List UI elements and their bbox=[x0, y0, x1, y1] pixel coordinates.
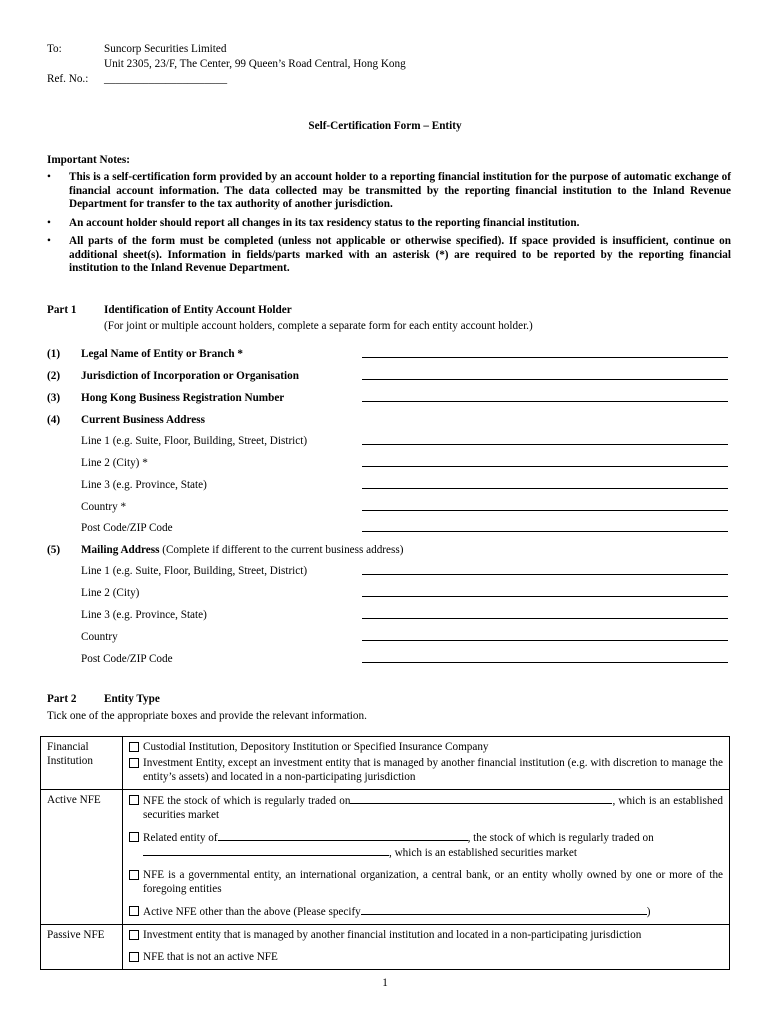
mailing-address-line1-label: Line 1 (e.g. Suite, Floor, Building, Street, District) bbox=[81, 565, 308, 577]
mailing-address-line3-label: Line 3 (e.g. Province, State) bbox=[81, 609, 207, 621]
category-cell: Active NFE bbox=[41, 790, 123, 925]
note-item: An account holder should report all changes in its tax residency status to the reporting financial institution. bbox=[69, 217, 580, 229]
option-text: NFE the stock of which is regularly traded on bbox=[143, 795, 351, 807]
option-text: NFE is a governmental entity, an international organization, a central bank, or an entity wholly owned by one or more of the foregoing entities bbox=[143, 869, 723, 895]
checkbox[interactable] bbox=[129, 930, 139, 940]
checkbox[interactable] bbox=[129, 758, 139, 768]
option-text: Investment entity that is managed by another financial institution and located in a non-participating jurisdiction bbox=[143, 929, 642, 941]
nfe-other-option[interactable] bbox=[129, 904, 723, 919]
notes-heading: Important Notes: bbox=[47, 154, 130, 166]
table-row bbox=[41, 925, 730, 970]
checkbox[interactable] bbox=[129, 795, 139, 805]
options-cell bbox=[123, 737, 730, 790]
option-text: Related entity of bbox=[143, 832, 218, 844]
mailing-address-line2-field[interactable] bbox=[362, 596, 728, 597]
business-country-label: Country * bbox=[81, 501, 127, 513]
mailing-country-field[interactable] bbox=[362, 640, 728, 641]
option-text: Active NFE other than the above (Please specify bbox=[143, 906, 361, 918]
mailing-address-line1-field[interactable] bbox=[362, 574, 728, 575]
note-item: This is a self-certification form provided by an account holder to a reporting financial institution for the purpose of automatic exchange of financial account information. The data collected may be transmitted by the reporting financial institution to the Inland Revenue Department for transfer to the tax authority of another jurisdiction. bbox=[69, 171, 731, 211]
business-address-line2-label: Line 2 (City) * bbox=[81, 457, 148, 469]
mailing-postcode-label: Post Code/ZIP Code bbox=[81, 653, 173, 665]
legal-name-label: Legal Name of Entity or Branch * bbox=[81, 348, 244, 360]
bullet: • bbox=[47, 217, 51, 229]
nfe-traded-option[interactable] bbox=[129, 793, 723, 822]
fi-custodial-option[interactable] bbox=[129, 740, 723, 754]
option-text: , which is an established securities market bbox=[389, 847, 577, 859]
passive-nfe-option[interactable] bbox=[129, 950, 723, 964]
jurisdiction-label: Jurisdiction of Incorporation or Organisation bbox=[81, 370, 299, 382]
related-entity-field[interactable] bbox=[218, 830, 468, 841]
mailing-address-note: (Complete if different to the current business address) bbox=[159, 544, 404, 556]
checkbox[interactable] bbox=[129, 742, 139, 752]
bullet: • bbox=[47, 235, 51, 247]
mailing-address-title: Mailing Address bbox=[81, 544, 160, 556]
option-text: , the stock of which is regularly traded on bbox=[467, 832, 654, 844]
fi-investment-option[interactable] bbox=[129, 756, 723, 784]
field-number: (2) bbox=[47, 370, 61, 382]
business-address-label: Current Business Address bbox=[81, 414, 205, 426]
recipient-address: Unit 2305, 23/F, The Center, 99 Queen’s Road Central, Hong Kong bbox=[104, 58, 406, 70]
securities-market-field[interactable] bbox=[350, 793, 612, 804]
bullet: • bbox=[47, 171, 51, 183]
part1-subheading: (For joint or multiple account holders, complete a separate form for each entity account holder.) bbox=[104, 320, 533, 332]
business-address-line2-field[interactable] bbox=[362, 466, 728, 467]
option-text: Investment Entity, except an investment entity that is managed by another financial institution (e.g. with discretion to manage the entity’s assets) and located in a non-participating jurisdiction bbox=[143, 757, 723, 783]
option-text: , which is an established securities market bbox=[143, 795, 723, 821]
form-title: Self-Certification Form – Entity bbox=[308, 120, 462, 132]
options-cell bbox=[123, 925, 730, 970]
category-cell: Passive NFE bbox=[41, 925, 123, 970]
field-number: (4) bbox=[47, 414, 61, 426]
mailing-postcode-field[interactable] bbox=[362, 662, 728, 663]
part2-heading: Entity Type bbox=[104, 693, 160, 705]
category-cell: Financial Institution bbox=[41, 737, 123, 790]
to-label: To: bbox=[47, 43, 62, 55]
business-country-field[interactable] bbox=[362, 510, 728, 511]
part1-heading: Identification of Entity Account Holder bbox=[104, 304, 292, 316]
field-number: (3) bbox=[47, 392, 61, 404]
business-postcode-field[interactable] bbox=[362, 531, 728, 532]
part1-label: Part 1 bbox=[47, 304, 77, 316]
business-address-line3-field[interactable] bbox=[362, 488, 728, 489]
business-address-line1-label: Line 1 (e.g. Suite, Floor, Building, Street, District) bbox=[81, 435, 308, 447]
checkbox[interactable] bbox=[129, 832, 139, 842]
passive-investment-option[interactable] bbox=[129, 928, 723, 942]
ref-number-field[interactable]: ______________________ bbox=[104, 73, 228, 85]
part2-label: Part 2 bbox=[47, 693, 77, 705]
option-text: Custodial Institution, Depository Institution or Specified Insurance Company bbox=[143, 741, 489, 753]
option-text: NFE that is not an active NFE bbox=[143, 951, 278, 963]
option-text: ) bbox=[646, 906, 651, 918]
nfe-governmental-option[interactable] bbox=[129, 868, 723, 896]
nfe-related-option[interactable] bbox=[129, 830, 723, 860]
options-cell bbox=[123, 790, 730, 925]
business-postcode-label: Post Code/ZIP Code bbox=[81, 522, 173, 534]
field-number: (5) bbox=[47, 544, 61, 556]
mailing-country-label: Country bbox=[81, 631, 118, 643]
mailing-address-line3-field[interactable] bbox=[362, 618, 728, 619]
checkbox[interactable] bbox=[129, 906, 139, 916]
note-item: All parts of the form must be completed (unless not applicable or otherwise specified). If space provided is insufficient, continue on additional sheet(s). Information in fields/parts marked with an asterisk (*) are required to be reported by the reporting financial institution to the Inland Revenue Department. bbox=[69, 235, 731, 275]
jurisdiction-field[interactable] bbox=[362, 379, 728, 380]
field-number: (1) bbox=[47, 348, 61, 360]
other-specify-field[interactable] bbox=[361, 904, 647, 915]
page-number: 1 bbox=[382, 977, 388, 989]
checkbox[interactable] bbox=[129, 952, 139, 962]
entity-type-table bbox=[40, 736, 730, 970]
business-address-line1-field[interactable] bbox=[362, 444, 728, 445]
table-row bbox=[41, 790, 730, 925]
related-market-field[interactable] bbox=[143, 845, 389, 856]
mailing-address-line2-label: Line 2 (City) bbox=[81, 587, 140, 599]
checkbox[interactable] bbox=[129, 870, 139, 880]
br-number-label: Hong Kong Business Registration Number bbox=[81, 392, 285, 404]
br-number-field[interactable] bbox=[362, 401, 728, 402]
legal-name-field[interactable] bbox=[362, 357, 728, 358]
recipient-name: Suncorp Securities Limited bbox=[104, 43, 227, 55]
mailing-address-label bbox=[81, 544, 403, 556]
business-address-line3-label: Line 3 (e.g. Province, State) bbox=[81, 479, 207, 491]
table-row bbox=[41, 737, 730, 790]
part2-instruction: Tick one of the appropriate boxes and provide the relevant information. bbox=[47, 710, 367, 722]
ref-label: Ref. No.: bbox=[47, 73, 89, 85]
